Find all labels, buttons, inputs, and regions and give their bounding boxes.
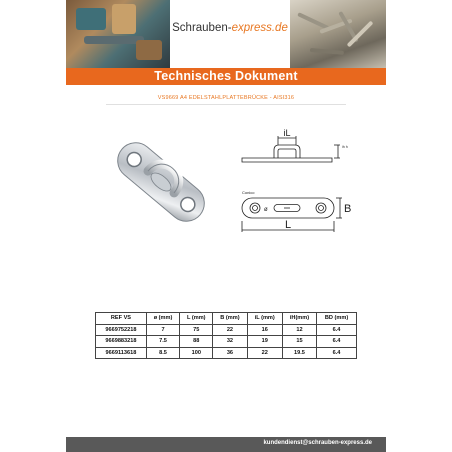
toolbox-shape [76, 8, 106, 30]
cell-width: 22 [213, 324, 247, 336]
spec-table [95, 312, 357, 359]
label-conico: Conico [242, 190, 255, 195]
label-ih: ih h [342, 145, 348, 149]
label-il: iL [283, 128, 291, 138]
header-length: L (mm) [180, 313, 213, 325]
cell-inner-length: 22 [247, 347, 282, 359]
header-width: B (mm) [213, 313, 247, 325]
logo-area [170, 0, 290, 68]
screws-photo [290, 0, 386, 68]
screw-shape [310, 48, 344, 55]
table-header-row [96, 313, 357, 325]
cell-inner-length: 19 [247, 336, 282, 348]
document-page [66, 0, 386, 452]
cell-inner-height: 12 [282, 324, 316, 336]
cell-inner-length: 16 [247, 324, 282, 336]
brand-logo [170, 22, 290, 34]
cell-diameter: 7 [146, 324, 179, 336]
label-l: L [284, 219, 292, 231]
cell-diameter: 7.5 [146, 336, 179, 348]
cell-inner-height: 19.5 [282, 347, 316, 359]
footer-email[interactable]: kundendienst@schrauben-express.de [263, 440, 372, 446]
header-ref: REF VS [96, 313, 147, 325]
cell-ref: 9669883218 [96, 336, 147, 348]
header-bore: BD (mm) [317, 313, 357, 325]
cell-ref: 9669113618 [96, 347, 147, 359]
cell-bore: 6.4 [317, 336, 357, 348]
workshop-photo [66, 0, 170, 68]
product-subtitle: VS9669 A4 EDELSTAHLPLATTEBRÜCKE - AISI316 [157, 95, 295, 101]
product-image [106, 128, 216, 236]
tool-shape-2 [136, 40, 162, 60]
technical-drawing [234, 128, 358, 244]
cell-bore: 6.4 [317, 324, 357, 336]
cell-bore: 6.4 [317, 347, 357, 359]
header-inner-length: iL (mm) [247, 313, 282, 325]
cell-width: 36 [213, 347, 247, 359]
footer-bar [66, 437, 386, 452]
table-row [96, 336, 357, 348]
cell-ref: 9669752218 [96, 324, 147, 336]
cell-diameter: 8.5 [146, 347, 179, 359]
diameter-symbol: ø [264, 207, 268, 213]
table-row [96, 324, 357, 336]
header-diameter: ø (mm) [146, 313, 179, 325]
cell-length: 75 [180, 324, 213, 336]
tool-shape [84, 36, 144, 44]
document-title: Technisches Dokument [66, 68, 386, 85]
cell-width: 32 [213, 336, 247, 348]
cell-length: 88 [180, 336, 213, 348]
header-inner-height: iH(mm) [282, 313, 316, 325]
cell-length: 100 [180, 347, 213, 359]
table-row [96, 347, 357, 359]
brand-main: Schrauben- [172, 22, 232, 34]
hand-shape [112, 4, 136, 34]
label-b: B [344, 203, 352, 215]
brand-accent: express.de [231, 22, 288, 34]
header-banner [66, 0, 386, 68]
subtitle-divider [106, 104, 346, 105]
cell-inner-height: 15 [282, 336, 316, 348]
